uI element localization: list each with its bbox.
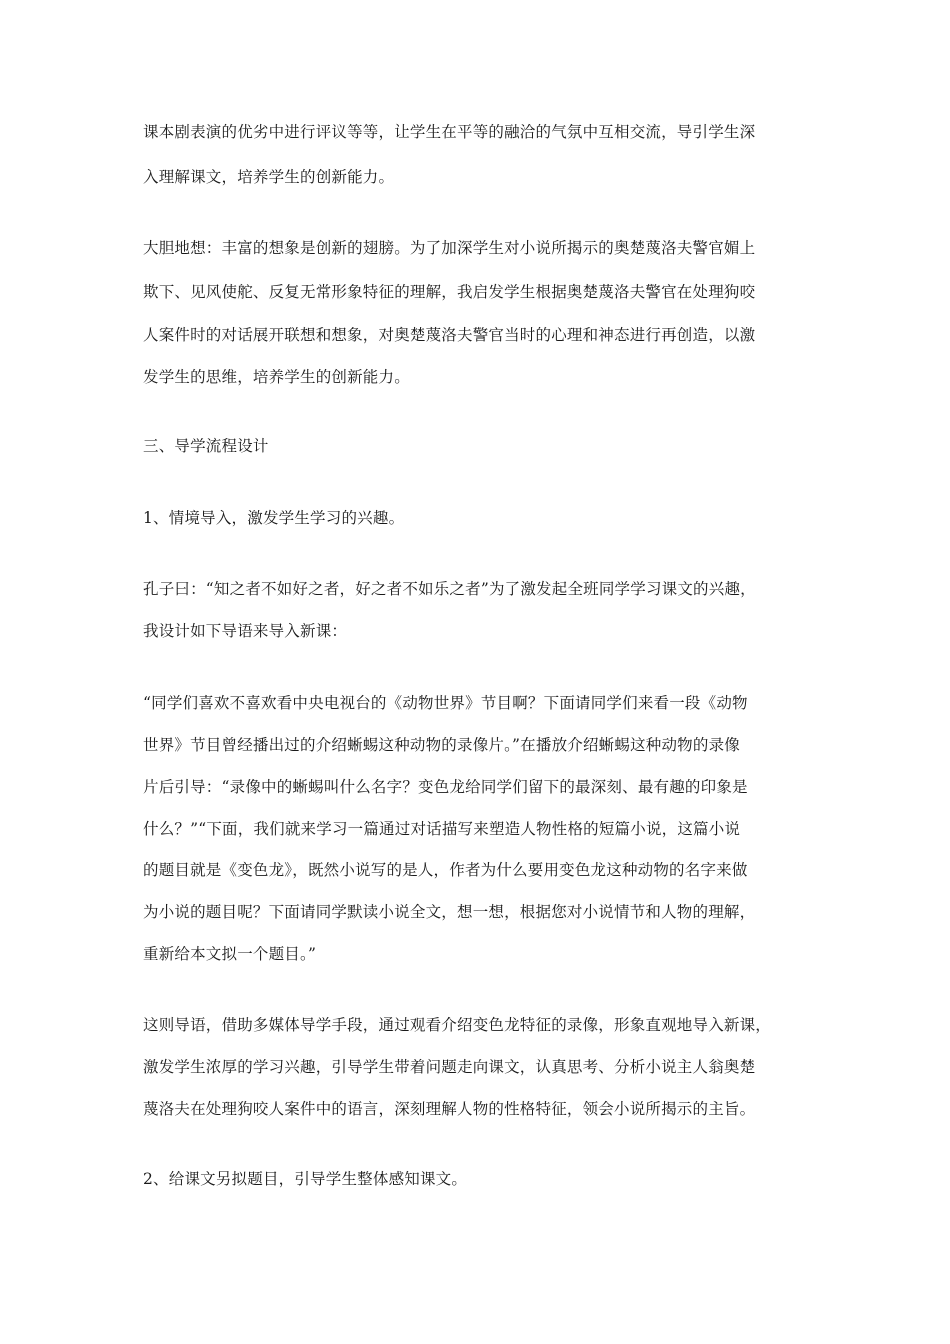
section-heading-3: 三、导学流程设计 (143, 437, 269, 455)
paragraph-4-line-1: “同学们喜欢不喜欢看中央电视台的《动物世界》节目啊？下面请同学们来看一段《动物 (143, 694, 748, 712)
paragraph-2-line-4: 发学生的思维，培养学生的创新能力。 (143, 368, 410, 386)
paragraph-3-line-1: 孔子曰：“知之者不如好之者，好之者不如乐之者”为了激发起全班同学学习课文的兴趣， (143, 580, 756, 598)
step-1-heading: 1、情境导入，激发学生学习的兴趣。 (143, 509, 405, 527)
paragraph-5-line-3: 蔑洛夫在处理狗咬人案件中的语言，深刻理解人物的性格特征，领会小说所揭示的主旨。 (143, 1100, 756, 1118)
paragraph-2-line-1: 大胆地想：丰富的想象是创新的翅膀。为了加深学生对小说所揭示的奥楚蔑洛夫警官媚上 (143, 239, 756, 257)
paragraph-4-line-2: 世界》节目曾经播出过的介绍蜥蜴这种动物的录像片。”在播放介绍蜥蜴这种动物的录像 (143, 736, 740, 754)
paragraph-4-line-6: 为小说的题目呢？下面请同学默读小说全文，想一想，根据您对小说情节和人物的理解， (143, 903, 756, 921)
paragraph-4-line-4: 什么？”“下面，我们就来学习一篇通过对话描写来塑造人物性格的短篇小说，这篇小说 (143, 820, 741, 838)
step-2-heading: 2、给课文另拟题目，引导学生整体感知课文。 (143, 1170, 468, 1188)
paragraph-2-line-2: 欺下、见风使舵、反复无常形象特征的理解，我启发学生根据奥楚蔑洛夫警官在处理狗咬 (143, 283, 756, 301)
paragraph-4-line-3: 片后引导：“录像中的蜥蜴叫什么名字？变色龙给同学们留下的最深刻、最有趣的印象是 (143, 778, 748, 796)
paragraph-4-line-5: 的题目就是《变色龙》，既然小说写的是人，作者为什么要用变色龙这种动物的名字来做 (143, 861, 748, 879)
paragraph-5-line-1: 这则导语，借助多媒体导学手段，通过观看介绍变色龙特征的录像，形象直观地导入新课， (143, 1016, 772, 1034)
paragraph-4-line-7: 重新给本文拟一个题目。” (143, 945, 317, 963)
paragraph-1-line-1: 课本剧表演的优劣中进行评议等等，让学生在平等的融洽的气氛中互相交流，导引学生深 (143, 123, 756, 141)
paragraph-3-line-2: 我设计如下导语来导入新课： (143, 622, 348, 640)
paragraph-2-line-3: 人案件时的对话展开联想和想象，对奥楚蔑洛夫警官当时的心理和神态进行再创造，以激 (143, 326, 756, 344)
paragraph-1-line-2: 入理解课文，培养学生的创新能力。 (143, 168, 395, 186)
paragraph-5-line-2: 激发学生浓厚的学习兴趣，引导学生带着问题走向课文，认真思考、分析小说主人翁奥楚 (143, 1058, 756, 1076)
